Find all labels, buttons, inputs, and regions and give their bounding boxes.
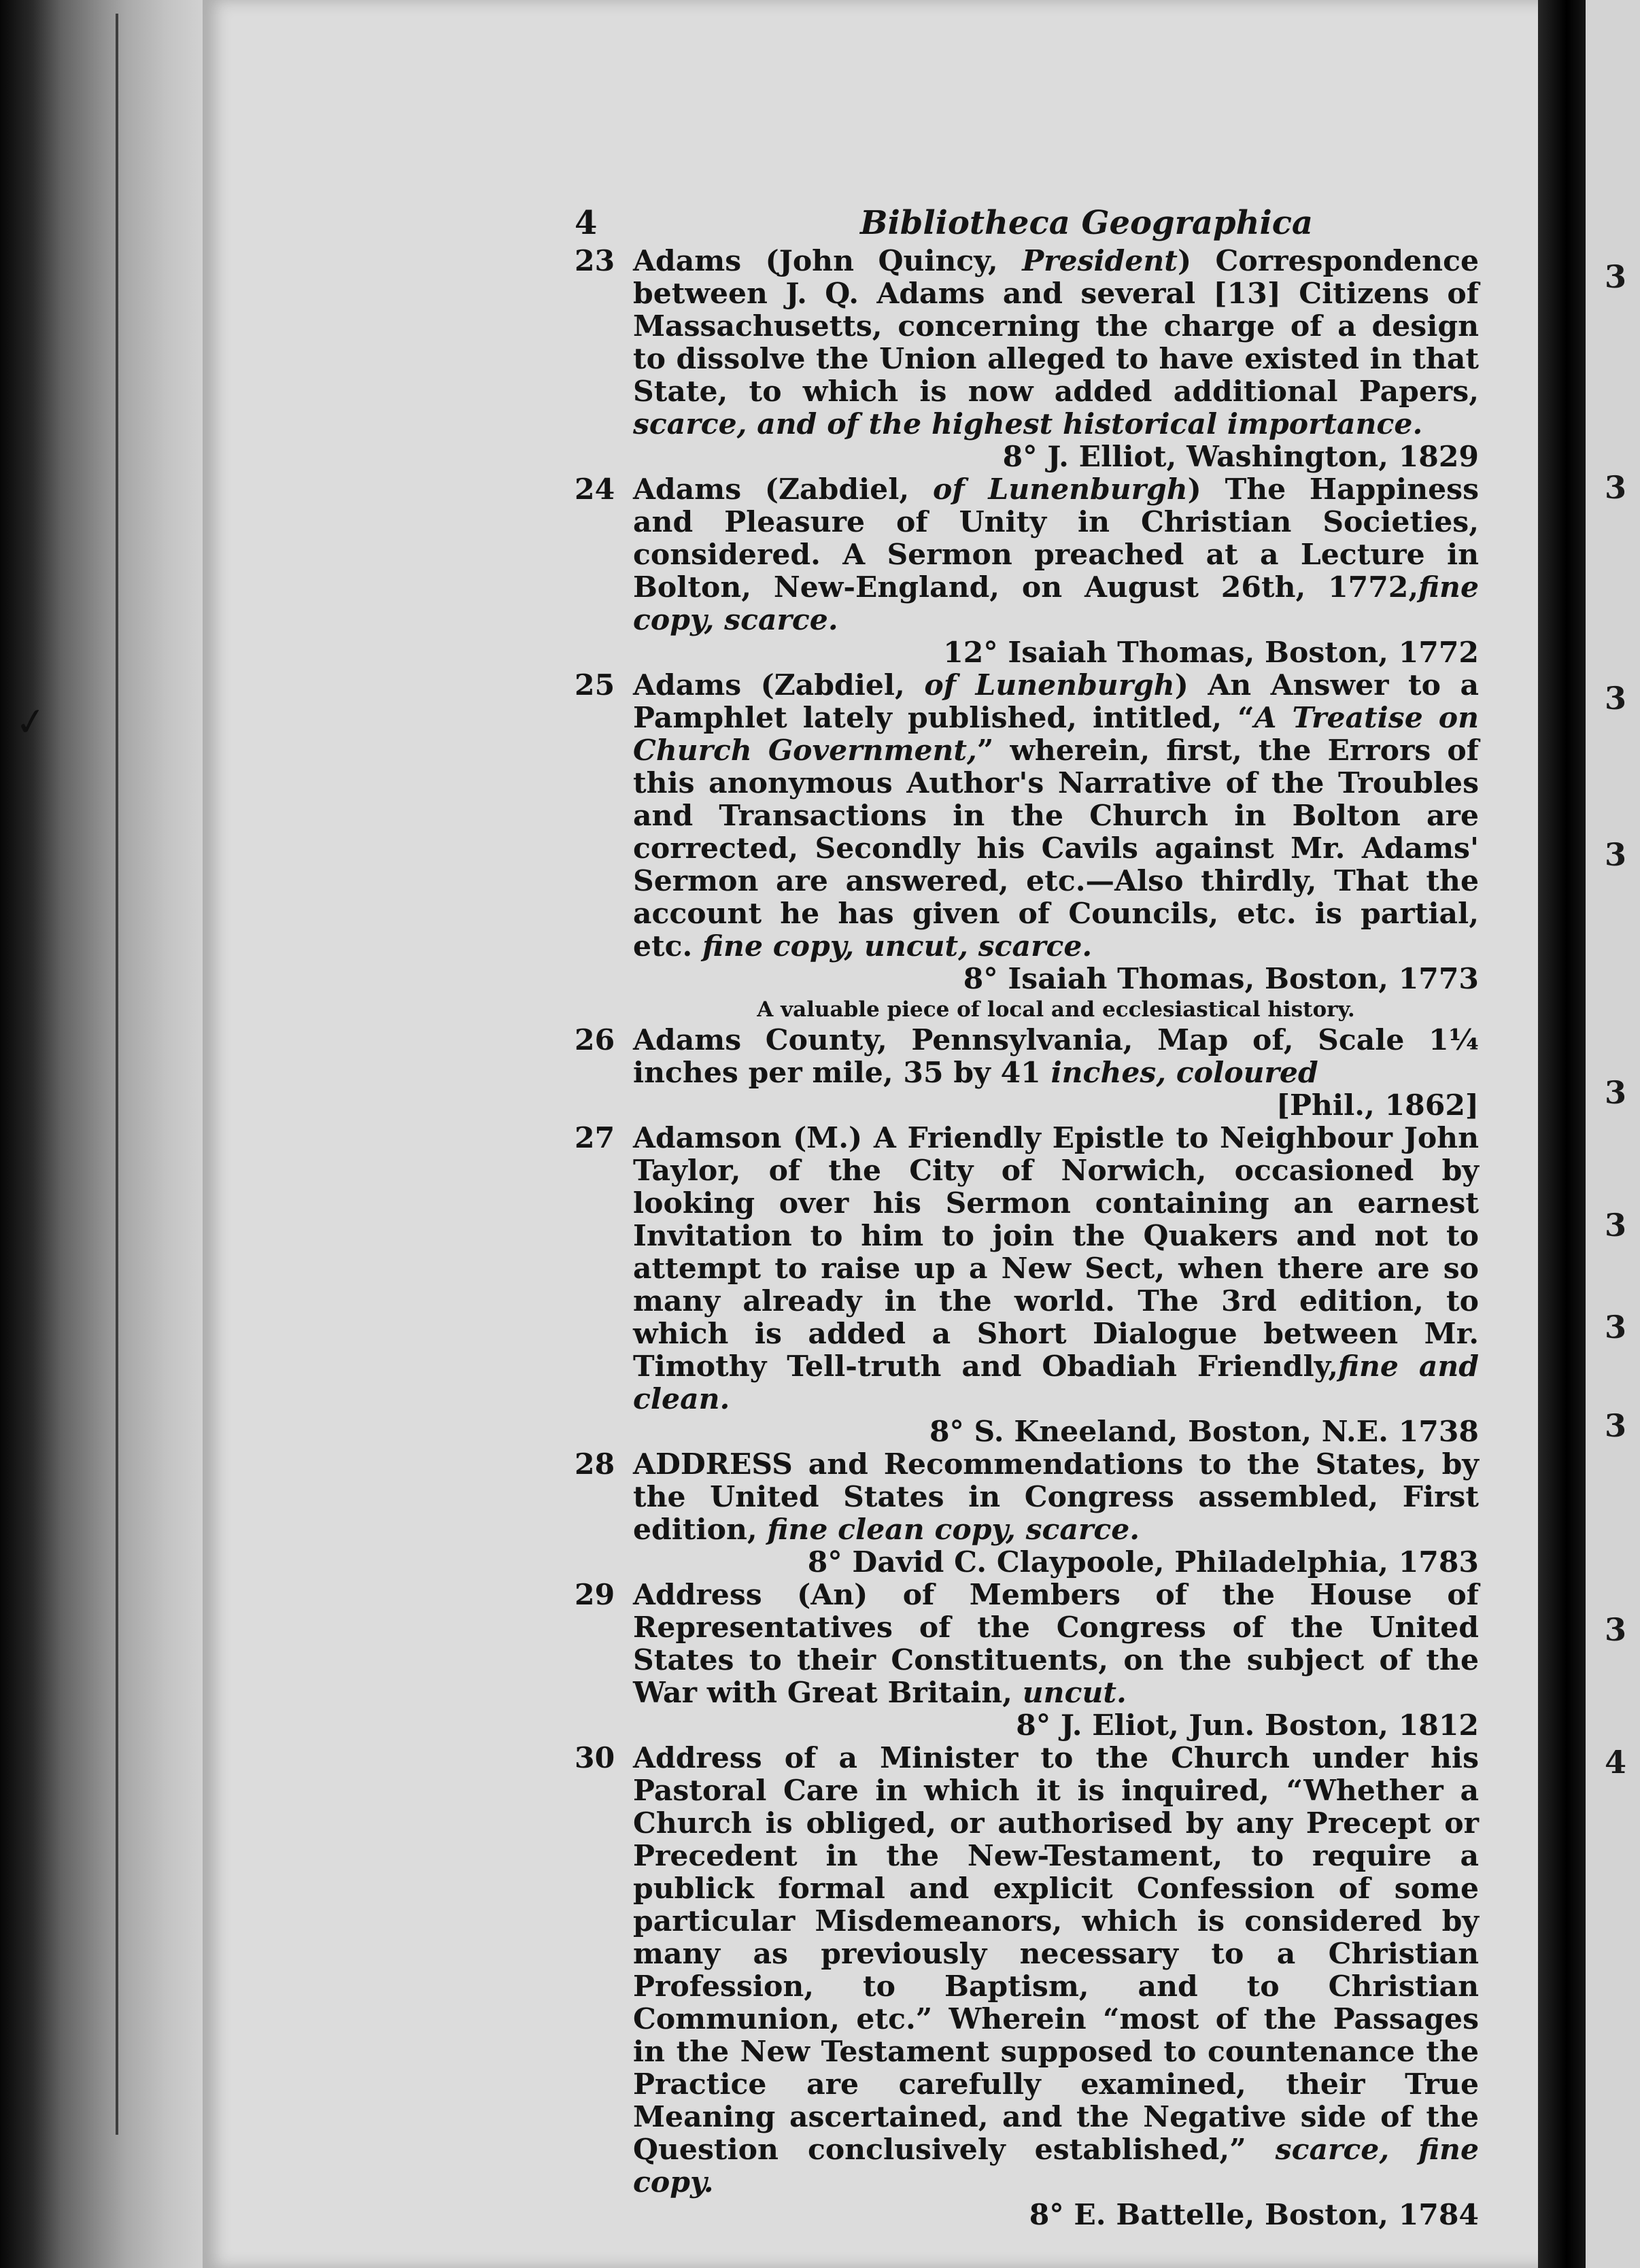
page-number: 4 [575,204,598,242]
entry-number: 23 [575,244,615,278]
entry-imprint: [Phil., 1862] [1276,1088,1479,1122]
facing-page-number: 3 [1605,1611,1627,1648]
entry-number: 29 [575,1578,615,1612]
entry-number: 25 [575,668,615,702]
catalog-entry [575,1448,1479,1579]
catalog-entry [575,669,1479,995]
entry-imprint: 8° J. Elliot, Washington, 1829 [1002,440,1479,474]
entry-italic: fine copy, uncut, scarce. [702,929,1093,963]
entry-italic: inches, coloured [1050,1056,1318,1090]
facing-page-number: 3 [1605,1407,1627,1444]
catalog-entry [575,1742,1479,2231]
entry-italic: of Lunenburgh [924,668,1175,702]
facing-page-number: 3 [1605,258,1627,295]
margin-pen-mark: ✓ [12,698,50,746]
entry-italic: fine copy, scarce. [633,570,1479,637]
entry-number: 30 [575,1741,615,1775]
facing-page-number: 3 [1605,1207,1627,1243]
entry-text: ) An Answer to a Pamphlet lately published, intitled, “ [633,668,1479,735]
facing-page-number: 3 [1605,836,1627,873]
entry-text: ) The Happiness and Pleasure of Unity in Christian Societies, considered. A Sermon preached at a Lecture in Bolton, New-England, on August 26th, 1772, [633,472,1480,604]
catalog-entry [575,1024,1479,1122]
entry-text: Adamson (M.) A Friendly Epistle to Neighbour John Taylor, of the City of Norwich, occasioned by looking over his Sermon containing an earnest Invitation to him to join the Quakers and not to attempt to raise up a New Sect, when there are so many already in the world. The 3rd edition, to which is added a Short Dialogue between Mr. Timothy Tell-truth and Obadiah Friendly, [633,1121,1479,1384]
entry-imprint: 8° S. Kneeland, Boston, N.E. 1738 [929,1415,1479,1449]
entry-text: ) Correspondence between J. Q. Adams and several [13] Citizens of Massachusetts, concerning the charge of a design to dissolve the Union alleged to have existed in that State, to which is now added additional Papers, [633,244,1479,409]
entry-text: Adams (John Quincy, [633,244,1023,278]
entry-text: Adams (Zabdiel, [633,472,933,506]
entry-italic: President [1022,244,1178,278]
catalog-entry [575,1122,1479,1448]
facing-page-number: 3 [1605,680,1627,717]
running-title: Bibliotheca Geographica [860,204,1314,242]
catalog-entry [575,245,1479,473]
entry-text: Adams County, Pennsylvania, Map of, Scale 1¼ inches per mile, 35 by 41 [633,1023,1479,1090]
entry-italic: A Treatise on Church Government, [633,701,1480,768]
entry-number: 24 [575,472,615,506]
entry-number: 28 [575,1447,615,1481]
entry-imprint: 12° Isaiah Thomas, Boston, 1772 [943,636,1479,670]
entry-italic: of Lunenburgh [932,472,1188,506]
entry-text: Adams (Zabdiel, [633,668,925,702]
entry-italic: uncut. [1022,1676,1127,1710]
entry-imprint: 8° J. Eliot, Jun. Boston, 1812 [1016,1708,1479,1742]
facing-page-number: 3 [1605,469,1627,506]
entry-text: Address of a Minister to the Church under his Pastoral Care in which it is inquired, “Whether a Church is obliged, or authorised by any Precept or Precedent in the New-Testament, to require a publick formal and explicit Confession of some particular Misdemeanors, which is considered by many as previously necessary to a Christian Profession, to Baptism, and to Christian Communion, etc.” Wherein “most of the Passages in the New Testament supposed to countenance the Practice are carefully examined, their True Meaning ascertained, and the Negative side of the Question conclusively established,” [633,1741,1479,2167]
book-gutter [1538,0,1586,2268]
catalog-entry [575,473,1479,669]
entry-text: ” wherein, first, the Errors of this anonymous Author's Narrative of the Troubles and Transactions in the Church in Bolton are corrected, Secondly his Cavils against Mr. Adams' Sermon are answered, etc.—Also thirdly, That the account he has given of Councils, etc. is partial, etc. [633,734,1479,963]
entry-italic: fine clean copy, scarce. [767,1513,1140,1547]
entry-imprint: 8° Isaiah Thomas, Boston, 1773 [963,962,1479,996]
facing-page-edge [1586,0,1640,2268]
page-content [575,204,1479,2231]
running-head [575,204,1479,245]
entry-text: ADDRESS and Recommendations to the States, by the United States in Congress assembled, First edition, [633,1447,1479,1547]
catalog-entry [575,1579,1479,1742]
entry-number: 26 [575,1023,615,1057]
entry-italic: scarce, fine copy. [633,2133,1479,2199]
entry-imprint: 8° E. Battelle, Boston, 1784 [1029,2198,1479,2232]
facing-page-number: 4 [1605,1744,1627,1781]
entry-note: A valuable piece of local and ecclesiastical history. [757,997,1355,1022]
entry-imprint: 8° David C. Claypoole, Philadelphia, 1783 [807,1545,1479,1579]
facing-page-number: 3 [1605,1074,1627,1111]
entry-text: Address (An) of Members of the House of Representatives of the Congress of the United States to their Constituents, on the subject of the War with Great Britain, [633,1578,1479,1710]
left-page-edges [0,0,204,2268]
entry-number: 27 [575,1121,615,1155]
facing-page-number: 3 [1605,1309,1627,1345]
entry-italic: scarce, and of the highest historical importance. [633,407,1423,441]
entry-italic: fine and clean. [633,1350,1479,1416]
